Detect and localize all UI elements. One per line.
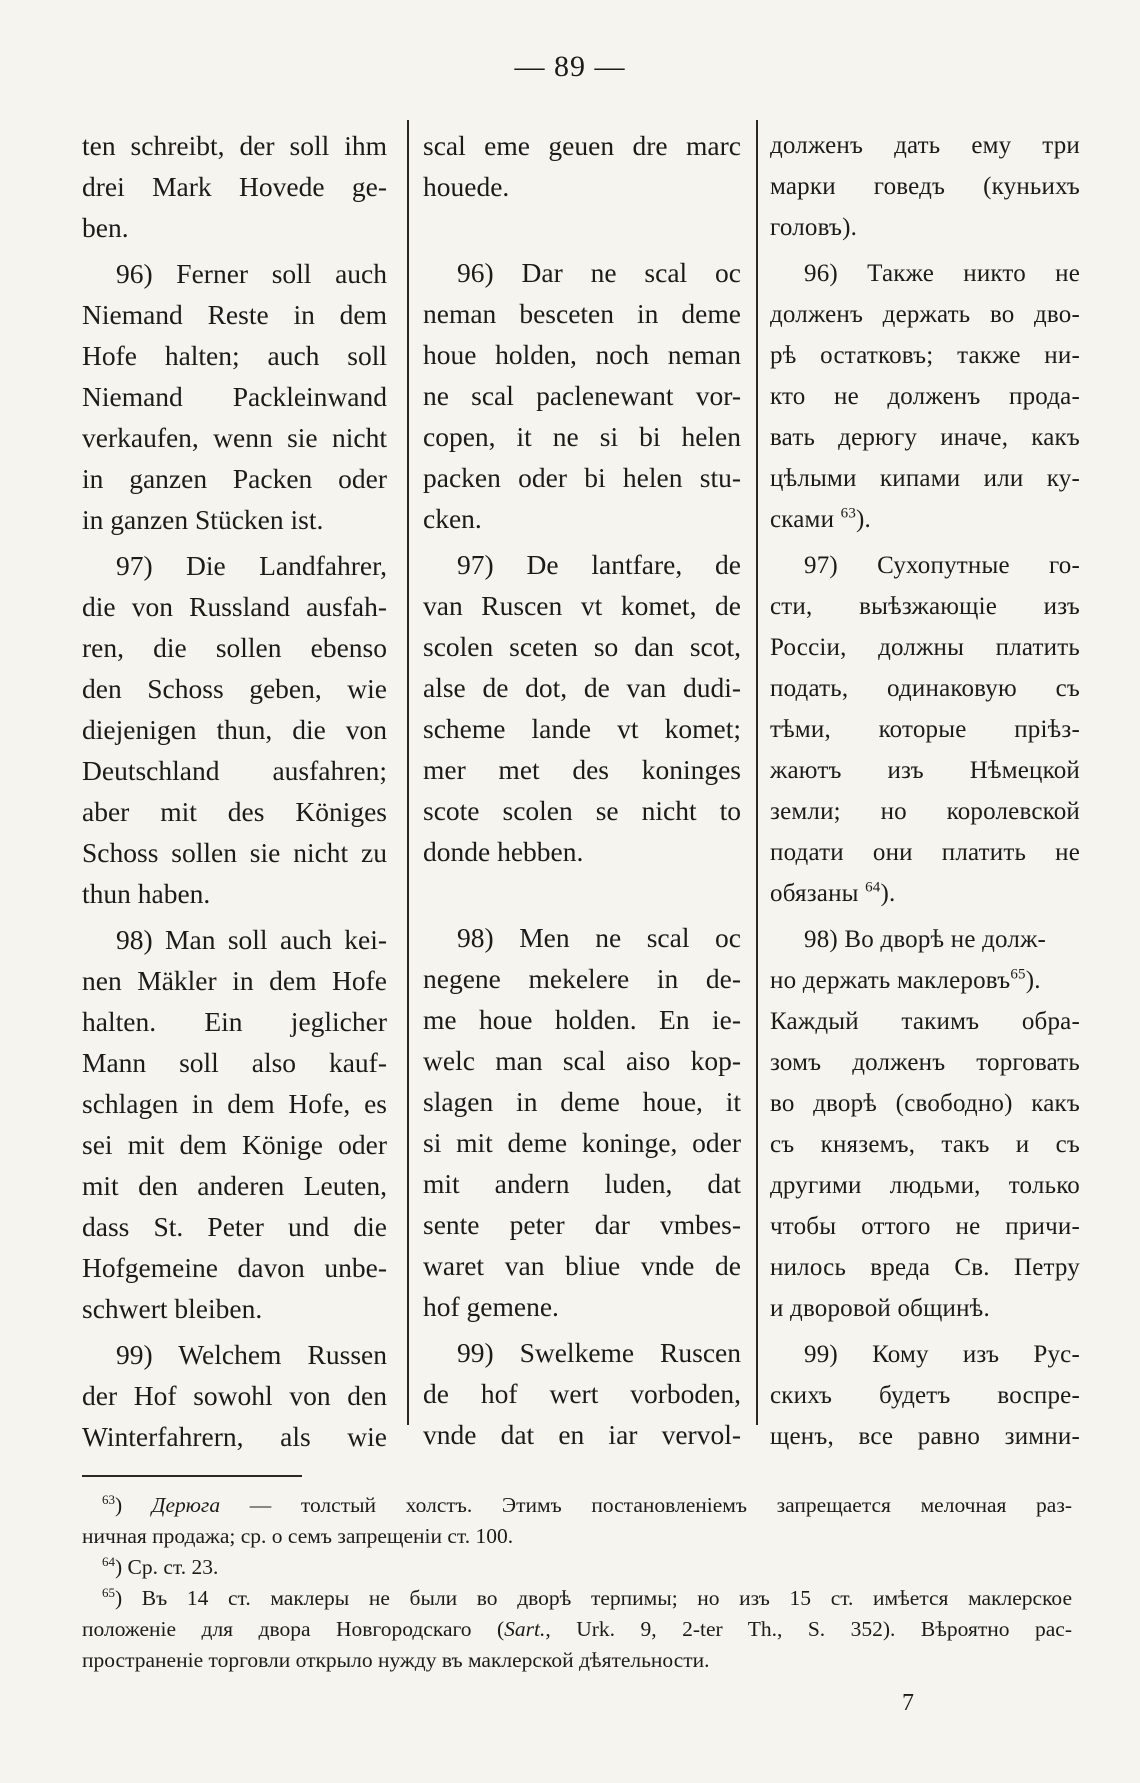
text-line: aber mit des Königes bbox=[82, 796, 387, 827]
text-line bbox=[770, 960, 1080, 1001]
text-line: жаютъ изъ Нѣмецкой bbox=[770, 757, 1080, 784]
page-number: — 89 — bbox=[514, 50, 626, 83]
spacer bbox=[423, 207, 741, 247]
text-line: alse de dot, de van dudi- bbox=[423, 672, 741, 703]
text-line: скихъ будетъ воспре- bbox=[770, 1382, 1080, 1409]
text-line: подать, одинаковую съ bbox=[770, 675, 1080, 702]
text-line: вать дерюгу иначе, какъ bbox=[770, 424, 1080, 451]
text-line: neman besceten in deme bbox=[423, 298, 741, 329]
column-divider-right bbox=[756, 120, 758, 1425]
text-line: во дворѣ (свободно) какъ bbox=[770, 1090, 1080, 1117]
column-divider-left bbox=[407, 120, 409, 1425]
footnote-line bbox=[82, 1583, 1072, 1614]
text-line: щенъ, все равно зимни- bbox=[770, 1423, 1080, 1450]
text-line: Каждый такимъ обра- bbox=[770, 1008, 1080, 1035]
text-line: долженъ дать ему три bbox=[770, 132, 1080, 159]
text-line: scolen sceten so dan scot, bbox=[423, 631, 741, 662]
text-line: зомъ долженъ торговать bbox=[770, 1049, 1080, 1076]
text-line: welc man scal aiso kop- bbox=[423, 1045, 741, 1076]
text-line: mer met des koninges bbox=[423, 754, 741, 785]
text-line: Hofgemeine davon unbe- bbox=[82, 1252, 387, 1283]
paragraph-russian-97 bbox=[770, 545, 1080, 914]
text-line: sente peter dar vmbes- bbox=[423, 1209, 741, 1240]
paragraph-german-97 bbox=[82, 545, 387, 914]
text-fragment: обязаны bbox=[770, 880, 859, 907]
footnote-source: Sart. bbox=[504, 1617, 546, 1641]
russian-column bbox=[770, 125, 1080, 1457]
footnote-text: ) Въ 14 ст. маклеры не были во дворѣ терпимы; но изъ 15 ст. имѣется маклерское bbox=[115, 1586, 1072, 1610]
text-line: земли; но королевской bbox=[770, 798, 1080, 825]
text-line: другими людьми, только bbox=[770, 1172, 1080, 1199]
text-fragment: ). bbox=[1025, 967, 1041, 994]
text-line bbox=[770, 499, 1080, 540]
text-line: houe holden, noch neman bbox=[423, 339, 741, 370]
footnote-text: — толстый холстъ. Этимъ постановленіемъ запрещается мелочная раз- bbox=[220, 1493, 1072, 1517]
text-line: Mann soll also kauf- bbox=[82, 1047, 387, 1078]
paragraph-german-98 bbox=[82, 919, 387, 1329]
paragraph-russian-96 bbox=[770, 253, 1080, 540]
spacer bbox=[423, 872, 741, 912]
text-line: hof gemene. bbox=[423, 1291, 559, 1322]
text-line: donde hebben. bbox=[423, 836, 584, 867]
text-line: головъ). bbox=[770, 214, 858, 241]
text-line: марки говедъ (куньихъ bbox=[770, 173, 1080, 200]
text-line: mit andern luden, dat bbox=[423, 1168, 741, 1199]
footnote-marker: 64 bbox=[102, 1553, 115, 1569]
text-line: Deutschland ausfahren; bbox=[82, 755, 387, 786]
text-line: нилось вреда Св. Петру bbox=[770, 1254, 1080, 1281]
text-line: ne scal paclenewant vor- bbox=[423, 380, 741, 411]
text-line: negene mekelere in de- bbox=[423, 963, 741, 994]
paragraph-german-96 bbox=[82, 253, 387, 540]
text-line: Schoss sollen sie nicht zu bbox=[82, 837, 387, 868]
footnote-line: $^{63}$) Дерюга — толстый холстъ. Этимъ постановленіемъ запрещается мелочная раз- bbox=[102, 1491, 1072, 1517]
text-fragment: сками bbox=[770, 506, 835, 533]
text-line: vnde dat en iar vervol- bbox=[423, 1419, 741, 1450]
paragraph-russian-95-end bbox=[770, 125, 1080, 248]
footnote-marker: 65 bbox=[102, 1584, 115, 1600]
text-line: 99) Кому изъ Рус- bbox=[804, 1341, 1080, 1368]
text-line: кто не долженъ прода- bbox=[770, 383, 1080, 410]
text-line: и дворовой общинѣ. bbox=[770, 1295, 990, 1322]
text-line: Niemand Packleinwand bbox=[82, 381, 387, 412]
text-line: 96) Dar ne scal oc bbox=[457, 257, 741, 288]
text-line: in ganzen Stücken ist. bbox=[82, 504, 324, 535]
paragraph-russian-99 bbox=[770, 1334, 1080, 1457]
text-line: съ княземъ, такъ и съ bbox=[770, 1131, 1080, 1158]
text-line: 97) De lantfare, de bbox=[457, 549, 741, 580]
footnote-ref-63: 63 bbox=[840, 505, 857, 522]
text-line: долженъ держать во дво- bbox=[770, 301, 1080, 328]
text-line: drei Mark Hovede ge- bbox=[82, 171, 387, 202]
text-line: рѣ остатковъ; также ни- bbox=[770, 342, 1080, 369]
text-line: dass St. Peter und die bbox=[82, 1211, 387, 1242]
footnote-text: положеніе для двора Новгородскаго ( bbox=[82, 1617, 505, 1641]
footnote-line bbox=[82, 1552, 1072, 1583]
text-line: 99) Welchem Russen bbox=[116, 1339, 387, 1370]
text-line: тѣми, которые пріѣз- bbox=[770, 716, 1080, 743]
text-line: houede. bbox=[423, 171, 510, 202]
text-line: packen oder bi helen stu- bbox=[423, 462, 741, 493]
text-line: de hof wert vorboden, bbox=[423, 1378, 741, 1409]
text-line: nen Mäkler in dem Hofe bbox=[82, 965, 387, 996]
text-line: cken. bbox=[423, 503, 482, 534]
text-line: mit den anderen Leuten, bbox=[82, 1170, 387, 1201]
text-line: Hofe halten; auch soll bbox=[82, 340, 387, 371]
text-line: 97) Die Landfahrer, bbox=[116, 550, 387, 581]
footnote-line: ничная продажа; ср. о семъ запрещеніи ст. 100. bbox=[82, 1524, 514, 1548]
text-line: diejenigen thun, die von bbox=[82, 714, 387, 745]
text-line: verkaufen, wenn sie nicht bbox=[82, 422, 387, 453]
text-line: copen, it ne si bi helen bbox=[423, 421, 741, 452]
paragraph-german-95-end bbox=[82, 125, 387, 248]
footnotes bbox=[82, 1490, 1072, 1676]
text-line: scal eme geuen dre marc bbox=[423, 130, 741, 161]
text-fragment: ). bbox=[856, 506, 872, 533]
text-line: den Schoss geben, wie bbox=[82, 673, 387, 704]
footnote-line: пространеніе торговли открыло нужду въ маклерской дѣятельности. bbox=[82, 1648, 710, 1672]
text-line: halten. Ein jeglicher bbox=[82, 1006, 387, 1037]
footnote-separator bbox=[82, 1475, 302, 1477]
text-fragment: но держать маклеровъ bbox=[770, 967, 1011, 994]
paragraph-mlg-99 bbox=[423, 1332, 741, 1455]
paragraph-mlg-97 bbox=[423, 544, 741, 912]
paragraph-mlg-98 bbox=[423, 917, 741, 1327]
text-line: 96) Ferner soll auch bbox=[116, 258, 387, 289]
text-fragment: ). bbox=[880, 880, 896, 907]
text-line: in ganzen Packen oder bbox=[82, 463, 387, 494]
text-line: 98) Man soll auch kei- bbox=[116, 924, 387, 955]
text-line bbox=[770, 873, 1080, 914]
text-line: die von Russland ausfah- bbox=[82, 591, 387, 622]
footnote-ref-64: 64 bbox=[865, 879, 881, 896]
text-line: scote scolen se nicht to bbox=[423, 795, 741, 826]
paragraph-russian-98 bbox=[770, 919, 1080, 1329]
text-line: чтобы оттого не причи- bbox=[770, 1213, 1080, 1240]
text-line: Winterfahrern, als wie bbox=[82, 1421, 387, 1452]
text-line: si mit deme koninge, oder bbox=[423, 1127, 741, 1158]
text-line: sei mit dem Könige oder bbox=[82, 1129, 387, 1160]
text-line: Россіи, должны платить bbox=[770, 634, 1080, 661]
text-line: Niemand Reste in dem bbox=[82, 299, 387, 330]
footnote-text: , Urk. 9, 2-ter Th., S. 352). Вѣроятно рас- bbox=[545, 1617, 1072, 1641]
text-line: waret van bliue vnde de bbox=[423, 1250, 741, 1281]
middle-low-german-column bbox=[423, 125, 741, 1455]
footnote-63 bbox=[82, 1490, 1072, 1552]
text-line: 98) Men ne scal oc bbox=[457, 922, 741, 953]
german-column bbox=[82, 125, 387, 1457]
text-line: me houe holden. En ie- bbox=[423, 1004, 741, 1035]
text-line: van Ruscen vt komet, de bbox=[423, 590, 741, 621]
text-line: ten schreibt, der soll ihm bbox=[82, 130, 387, 161]
text-line: schlagen in dem Hofe, es bbox=[82, 1088, 387, 1119]
text-line: scheme lande vt komet; bbox=[423, 713, 741, 744]
text-line: 97) Сухопутные го- bbox=[804, 552, 1080, 579]
footnote-ref-65: 65 bbox=[1010, 966, 1026, 983]
text-line: ben. bbox=[82, 212, 129, 243]
text-line: thun haben. bbox=[82, 878, 211, 909]
footnote-term: Дерюга bbox=[151, 1493, 221, 1517]
footnote-65 bbox=[82, 1583, 1072, 1676]
text-line: 98) Во дворѣ не долж- bbox=[804, 926, 1047, 953]
paragraph-german-99 bbox=[82, 1334, 387, 1457]
paragraph-mlg-96 bbox=[423, 252, 741, 539]
text-line: 96) Также никто не bbox=[804, 260, 1080, 287]
text-line: slagen in deme houe, it bbox=[423, 1086, 741, 1117]
text-line: цѣлыми кипами или ку- bbox=[770, 465, 1080, 492]
footnote-64 bbox=[82, 1552, 1072, 1583]
text-line: ren, die sollen ebenso bbox=[82, 632, 387, 663]
footnote-marker: 63 bbox=[102, 1491, 115, 1507]
text-line: сти, выѣзжающіе изъ bbox=[770, 593, 1080, 620]
signature-mark: 7 bbox=[902, 1690, 914, 1716]
footnote-line bbox=[82, 1614, 1072, 1645]
footnote-text: ) Ср. ст. 23. bbox=[115, 1555, 219, 1579]
paragraph-mlg-95-end bbox=[423, 125, 741, 247]
text-line: schwert bleiben. bbox=[82, 1293, 263, 1324]
text-line: подати они платить не bbox=[770, 839, 1080, 866]
text-line: der Hof sowohl von den bbox=[82, 1380, 387, 1411]
text-line: 99) Swelkeme Ruscen bbox=[457, 1337, 741, 1368]
